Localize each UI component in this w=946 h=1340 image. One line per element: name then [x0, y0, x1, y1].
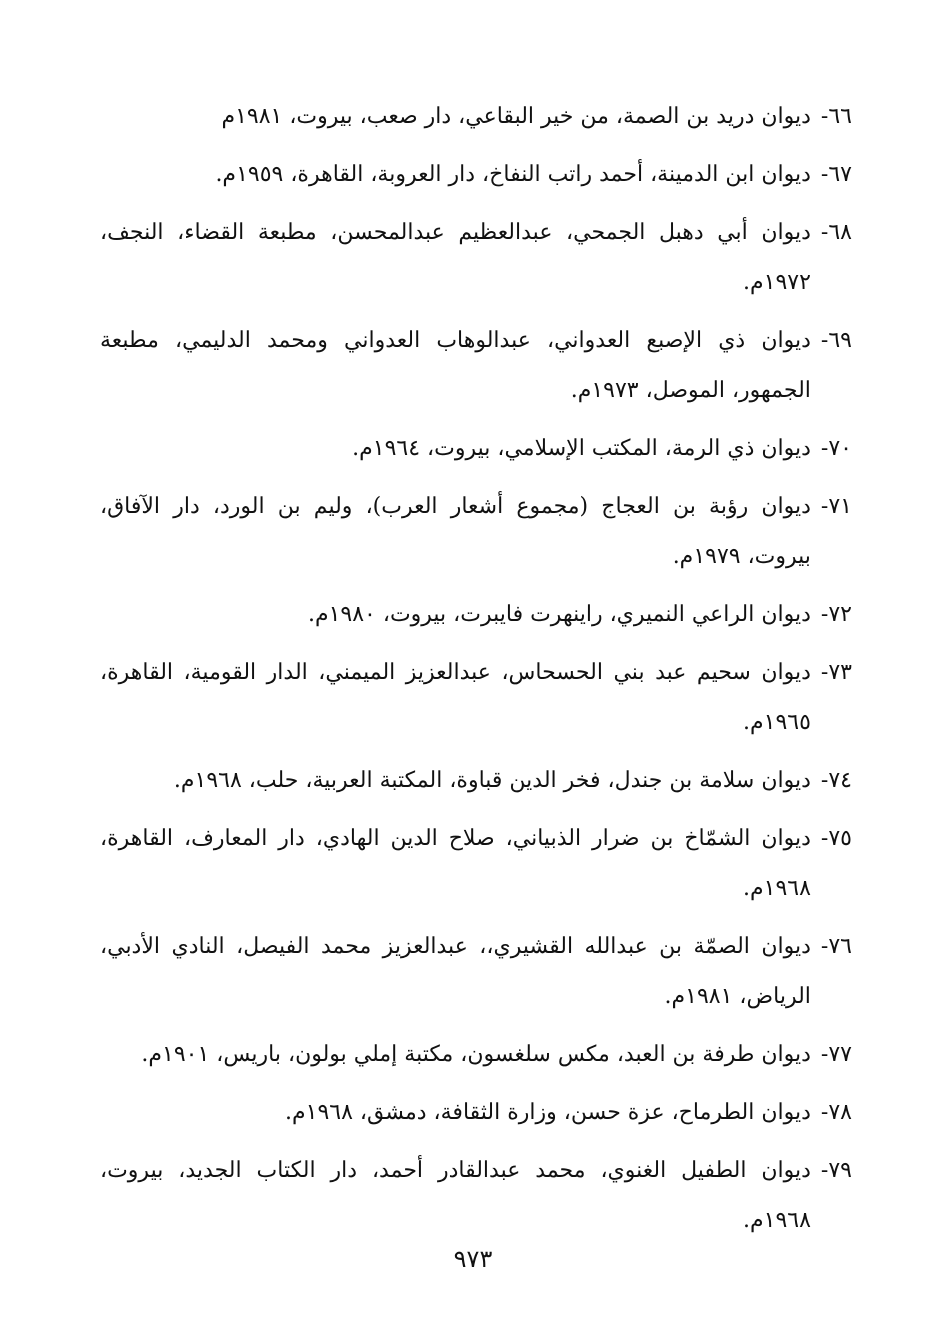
bibliography-entry-66: [100, 92, 852, 142]
entry-text: ديوان أبي دهبل الجمحي، عبدالعظيم عبدالمحسن، مطبعة القضاء، النجف، ١٩٧٢م.: [100, 220, 811, 295]
entry-text: ديوان رؤبة بن العجاج (مجموع أشعار العرب)، وليم بن الورد، دار الآفاق، بيروت، ١٩٧٩م.: [100, 494, 811, 569]
entry-text: ديوان طرفة بن العبد، مكس سلغسون، مكتبة إملي بولون، باريس، ١٩٠١م.: [141, 1042, 811, 1067]
bibliography-entry-76: [100, 922, 852, 1022]
bibliography-entry-73: [100, 648, 852, 748]
bibliography-entry-72: [100, 590, 852, 640]
entry-text: ديوان الطرماح، عزة حسن، وزارة الثقافة، دمشق، ١٩٦٨م.: [285, 1100, 811, 1125]
entry-text: ديوان ذي الإصبع العدواني، عبدالوهاب العدواني ومحمد الدليمي، مطبعة الجمهور، الموصل، ١٩٧٣م.: [100, 328, 811, 403]
entry-text: ديوان سحيم عبد بني الحسحاس، عبدالعزيز الميمني، الدار القومية، القاهرة، ١٩٦٥م.: [100, 660, 811, 735]
entry-number: ٧٠-: [820, 436, 852, 461]
entry-number: ٧٤-: [820, 768, 852, 793]
bibliography-list: [100, 92, 852, 1254]
bibliography-entry-68: [100, 208, 852, 308]
entry-number: ٦٩-: [820, 328, 852, 353]
entry-number: ٧٣-: [820, 660, 852, 685]
entry-number: ٧٦-: [820, 934, 852, 959]
entry-text: ديوان الراعي النميري، راينهرت فايبرت، بيروت، ١٩٨٠م.: [307, 602, 811, 627]
entry-text: ديوان الصمّة بن عبدالله القشيري،، عبدالعزيز محمد الفيصل، النادي الأدبي، الرياض، ١٩٨١م.: [100, 934, 811, 1009]
entry-number: ٦٨-: [820, 220, 852, 245]
entry-text: ديوان ابن الدمينة، أحمد راتب النفاخ، دار العروبة، القاهرة، ١٩٥٩م.: [215, 162, 811, 187]
bibliography-entry-79: [100, 1146, 852, 1246]
entry-number: ٦٧-: [820, 162, 852, 187]
entry-number: ٧٢-: [820, 602, 852, 627]
bibliography-entry-71: [100, 482, 852, 582]
entry-number: ٧٥-: [820, 826, 852, 851]
bibliography-entry-70: [100, 424, 852, 474]
bibliography-entry-74: [100, 756, 852, 806]
entry-text: ديوان الطفيل الغنوي، محمد عبدالقادر أحمد، دار الكتاب الجديد، بيروت، ١٩٦٨م.: [100, 1158, 811, 1233]
bibliography-entry-75: [100, 814, 852, 914]
bibliography-entry-77: [100, 1030, 852, 1080]
entry-number: ٧٨-: [820, 1100, 852, 1125]
entry-text: ديوان دريد بن الصمة، من خير البقاعي، دار صعب، بيروت، ١٩٨١م: [221, 104, 811, 129]
entry-text: ديوان الشمّاخ بن ضرار الذبياني، صلاح الدين الهادي، دار المعارف، القاهرة، ١٩٦٨م.: [100, 826, 811, 901]
page-number: ٩٧٣: [453, 1245, 493, 1273]
entry-text: ديوان ذي الرمة، المكتب الإسلامي، بيروت، ١٩٦٤م.: [352, 436, 811, 461]
bibliography-entry-67: [100, 150, 852, 200]
entry-number: ٧١-: [820, 494, 852, 519]
bibliography-entry-78: [100, 1088, 852, 1138]
entry-text: ديوان سلامة بن جندل، فخر الدين قباوة، المكتبة العربية، حلب، ١٩٦٨م.: [173, 768, 811, 793]
bibliography-entry-69: [100, 316, 852, 416]
entry-number: ٦٦-: [820, 104, 852, 129]
entry-number: ٧٧-: [820, 1042, 852, 1067]
entry-number: ٧٩-: [820, 1158, 852, 1183]
